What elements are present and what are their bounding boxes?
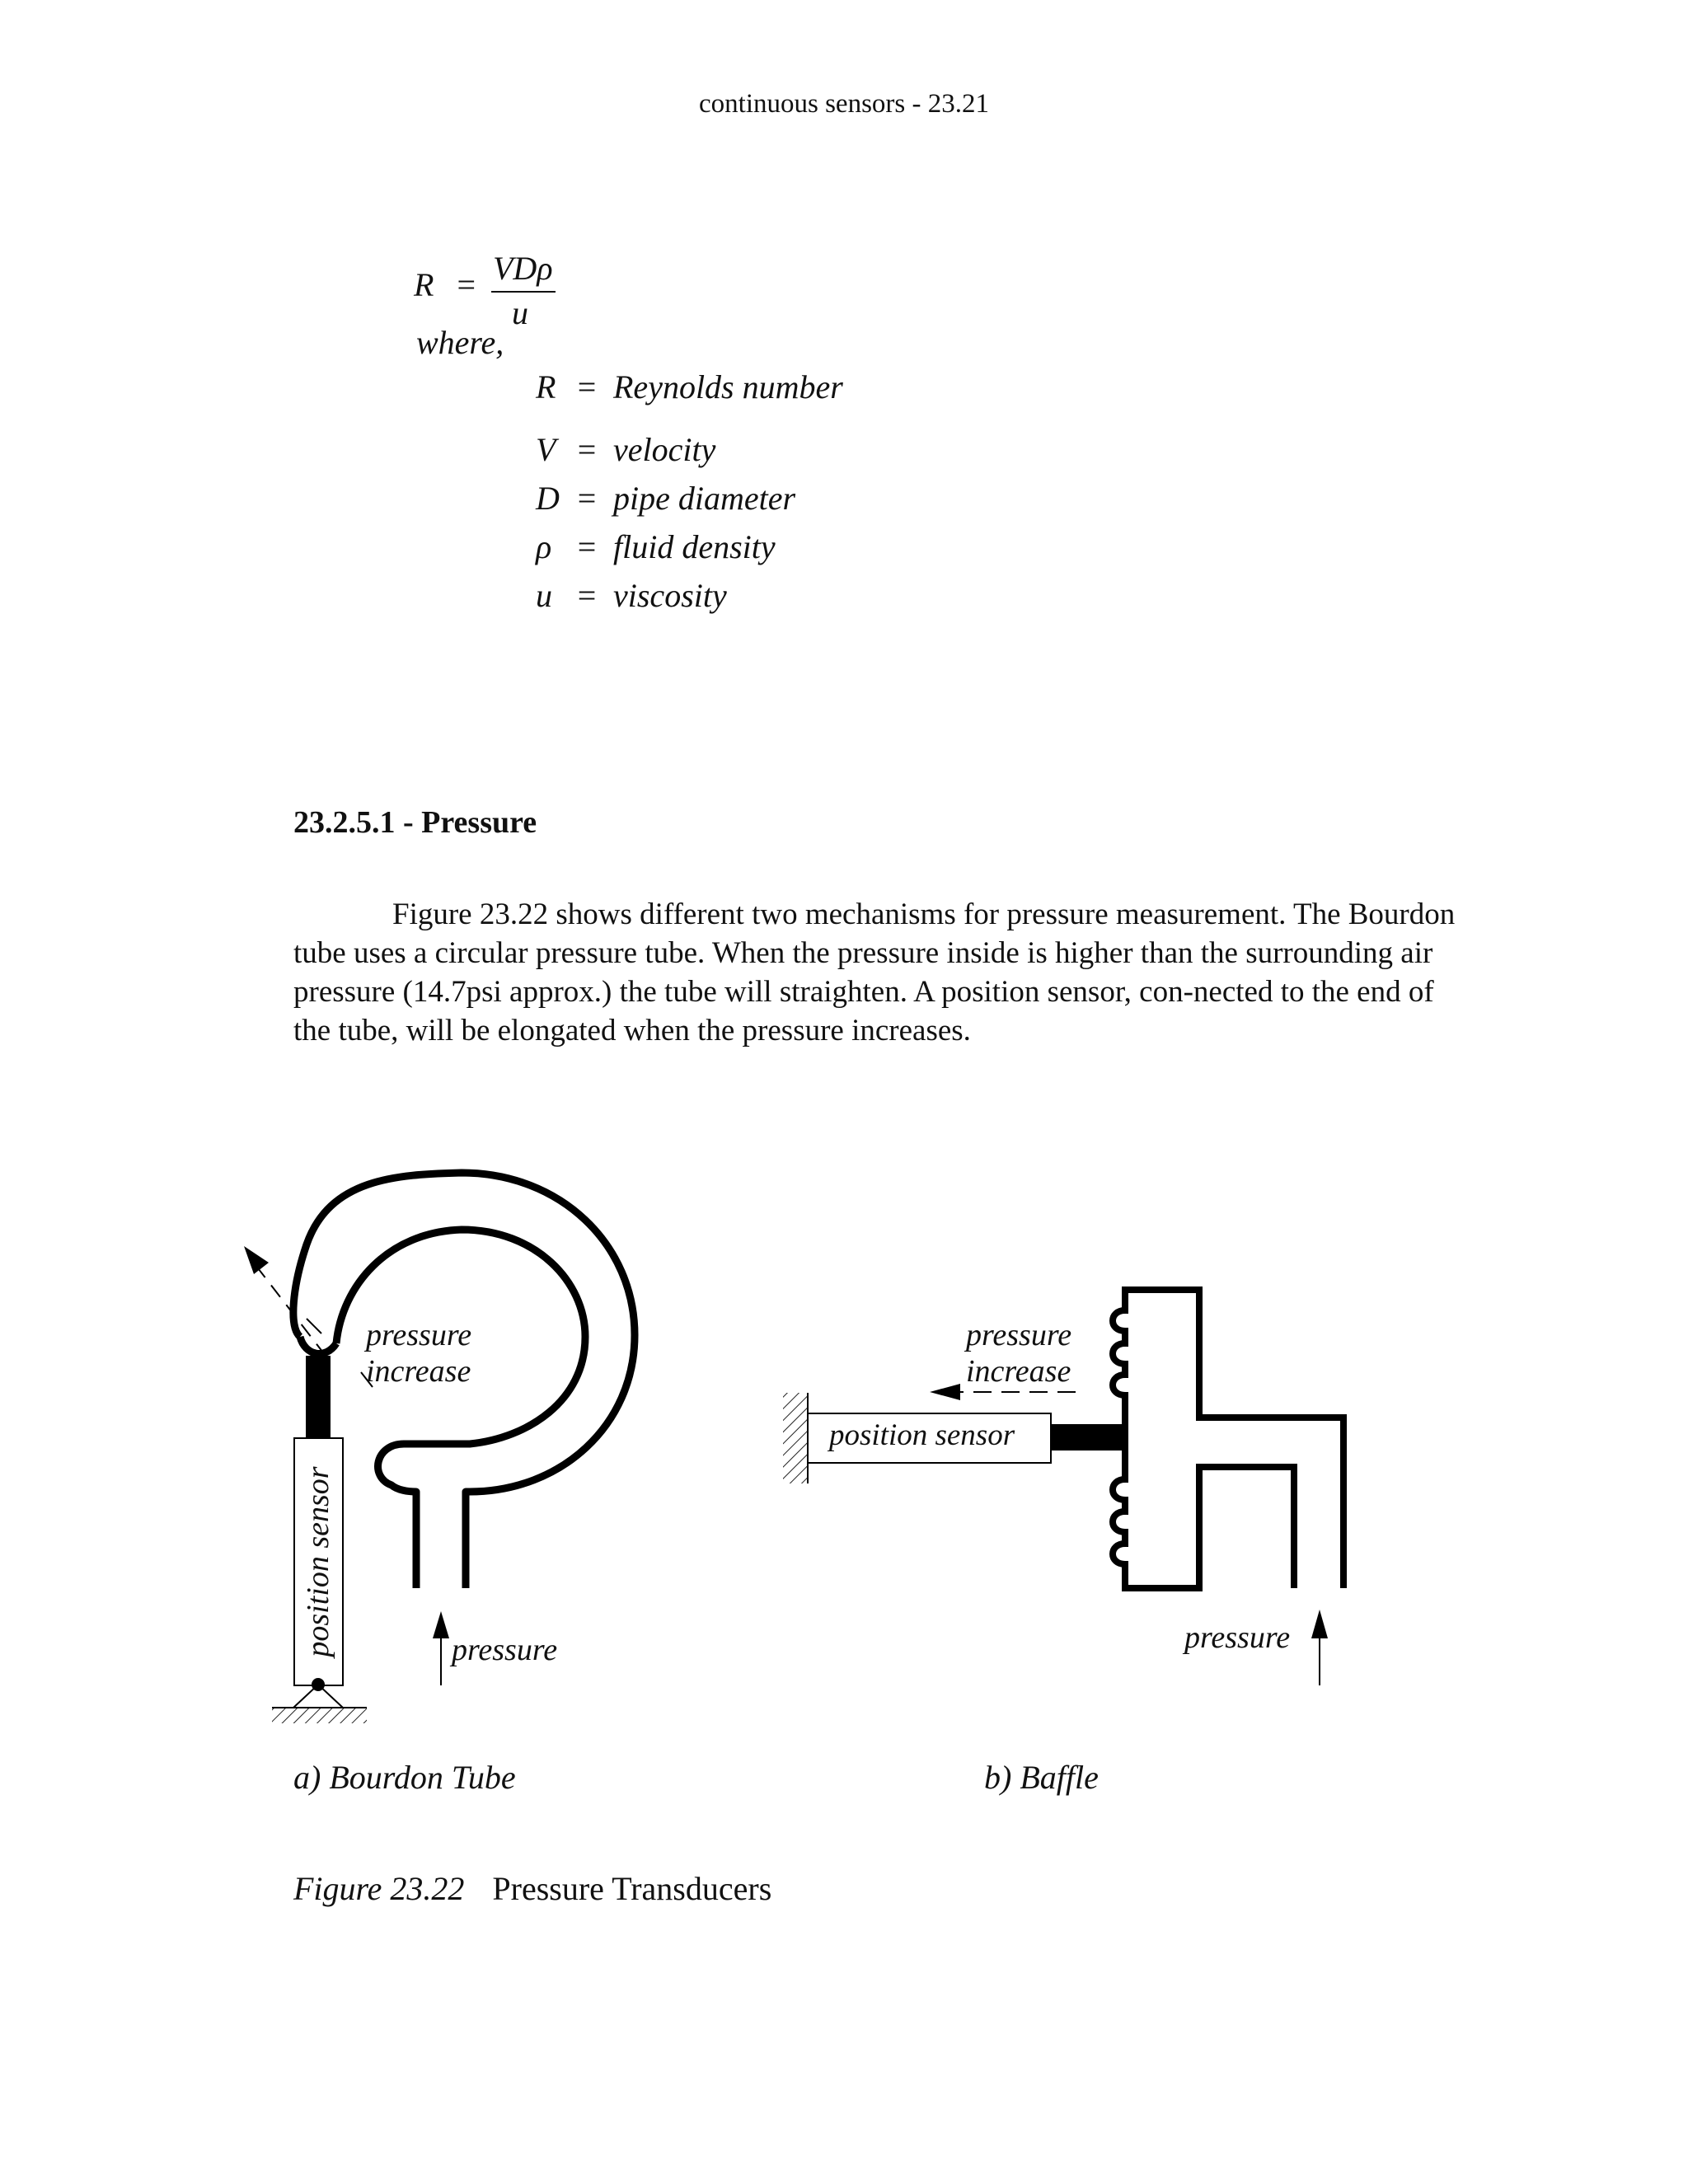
baffle-chamber-body [1113,1290,1343,1588]
bourdon-pressure-arrowhead [433,1611,449,1638]
formula-equals: = [457,266,476,303]
baffle-increase-arrowhead [930,1384,960,1400]
bourdon-position-sensor-label: position sensor [301,1466,335,1657]
variable-equals: = [577,368,597,405]
bourdon-tick-mark [307,1319,321,1333]
label-line: pressure [366,1318,472,1352]
baffle-position-sensor-label: position sensor [829,1418,1015,1452]
subcaption-bourdon: a) Bourdon Tube [293,1759,516,1796]
figure-caption-title: Pressure Transducers [492,1870,772,1907]
label-line: increase [966,1354,1071,1389]
variable-symbol: ρ [536,528,552,565]
subcaption-baffle: b) Baffle [984,1759,1099,1796]
baffle-pressure-arrowhead [1311,1610,1328,1638]
variable-meaning: velocity [613,431,716,468]
variable-symbol: D [536,480,560,517]
formula-lhs: R [414,266,434,303]
baffle-sensor-rod [1051,1424,1125,1451]
bourdon-ground-hatch [272,1708,367,1723]
paragraph-text: Figure 23.22 shows different two mechanisms for pressure measurement. The Bourdon tube uses a circular pressure tube. When the pressure inside is higher than the surrounding air pressure (14.7psi approx.) the tube will straighten. A position sensor, con-nected to the end of the tube, will be elongated when the pressure increases. [293,898,1456,1047]
variable-equals: = [577,480,597,517]
baffle-pressure-label: pressure [1184,1620,1291,1655]
bourdon-pressure-label: pressure [452,1633,558,1667]
variable-symbol: R [536,368,556,405]
figure-caption [293,1869,771,1908]
bourdon-motion-arrowhead [244,1246,269,1274]
formula-denominator: u [512,294,528,331]
variable-equals: = [577,577,597,614]
variable-meaning: viscosity [613,577,727,614]
variable-meaning: Reynolds number [613,368,843,405]
bourdon-tube-inner-wall [336,1230,585,1588]
formula-where: where, [416,324,504,361]
baffle-pressure-increase-label [966,1317,1071,1390]
label-line: increase [366,1354,471,1389]
formula-numerator: VDρ [493,250,553,287]
variable-meaning: pipe diameter [613,480,796,517]
variable-symbol: u [536,577,552,614]
variable-meaning: fluid density [613,528,776,565]
baffle-wall-hatch [783,1393,808,1483]
bourdon-pressure-increase-label [366,1317,471,1390]
variable-equals: = [577,528,597,565]
label-line: pressure [966,1318,1072,1352]
section-heading: 23.2.5.1 - Pressure [293,805,537,840]
figure-caption-number: Figure 23.22 [293,1870,465,1907]
page-header: continuous sensors - 23.21 [699,89,989,119]
bourdon-pivot-dot [307,1352,330,1376]
variable-equals: = [577,431,597,468]
variable-symbol: V [536,431,556,468]
bourdon-motion-dashed-line [256,1265,326,1356]
